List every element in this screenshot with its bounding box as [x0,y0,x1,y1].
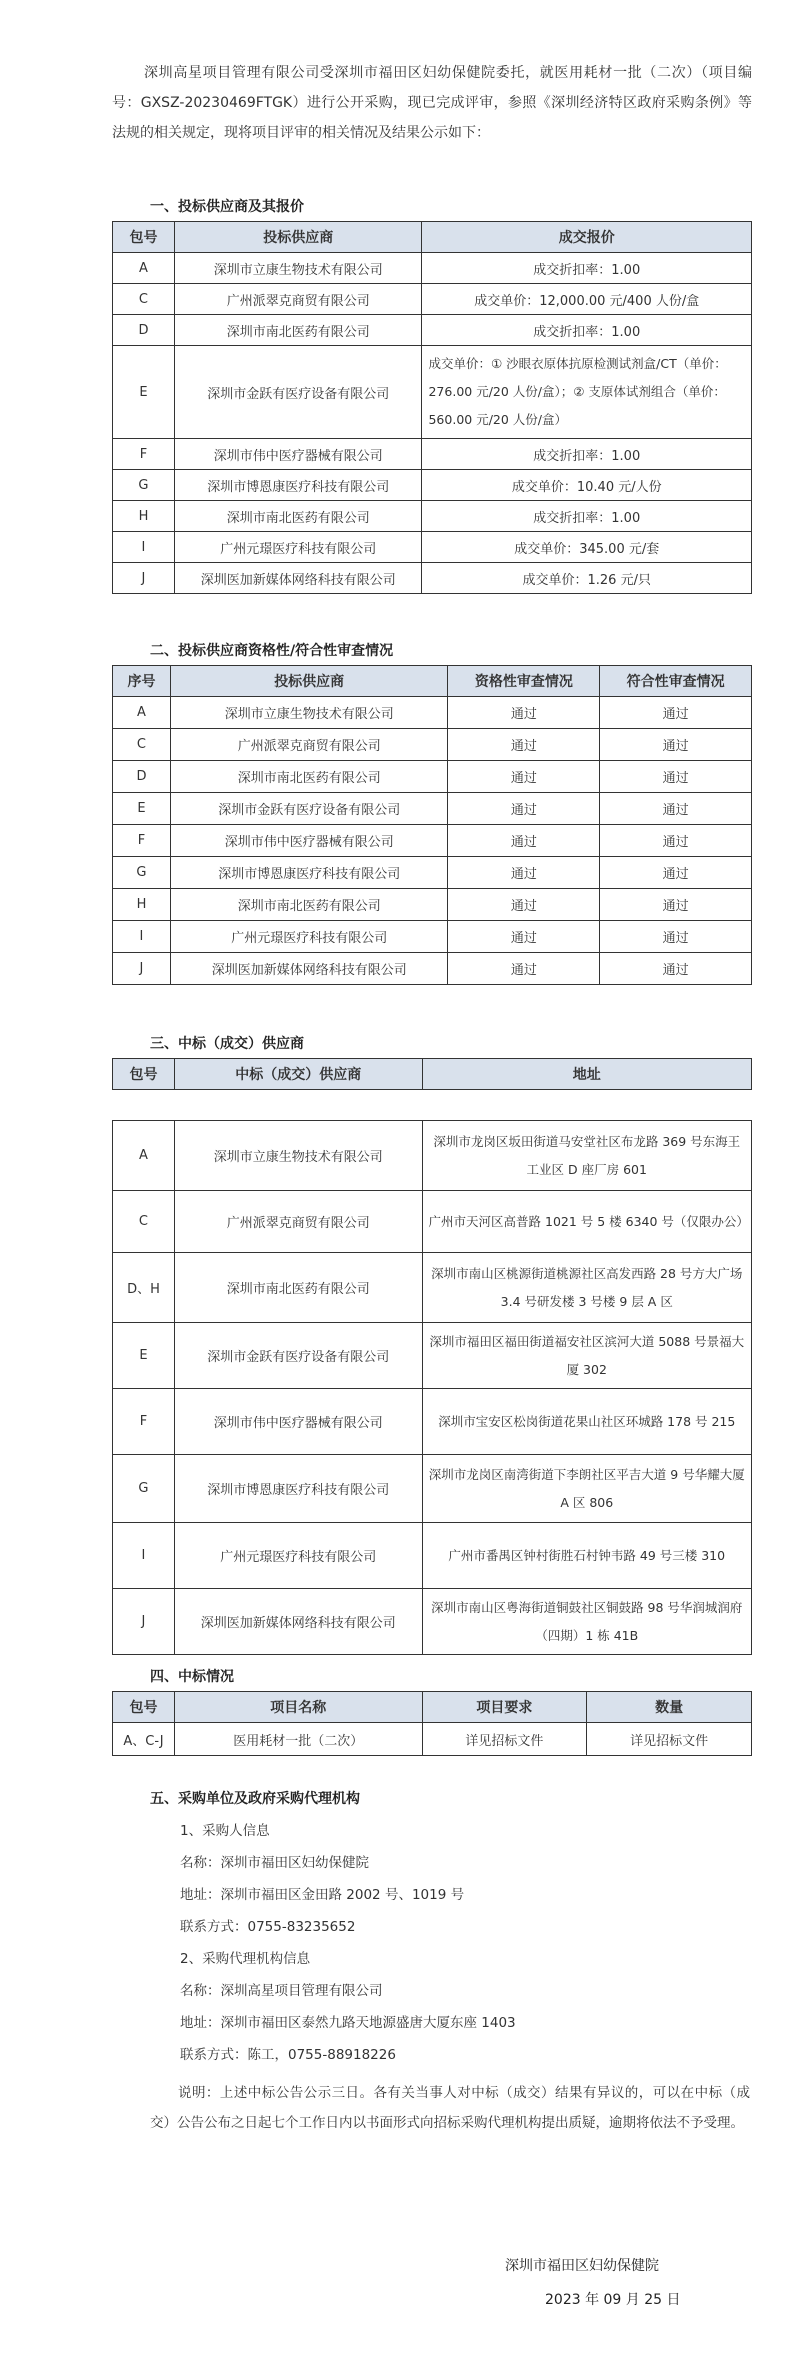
table-row [113,1253,752,1323]
table-row [113,470,752,501]
col-header-package: 包号 [113,1692,175,1723]
table-row [113,1523,752,1589]
cell-address: 深圳市龙岗区坂田街道马安堂社区布龙路 369 号东海王工业区 D 座厂房 601 [422,1121,751,1191]
cell-conformity: 通过 [600,793,752,825]
cell-supplier: 深圳市伟中医疗器械有限公司 [174,1389,422,1455]
cell-supplier: 广州派翠克商贸有限公司 [170,729,448,761]
cell-package: I [113,1523,175,1589]
col-header-package: 包号 [113,1059,175,1090]
table-row [113,315,752,346]
cell-supplier: 广州派翠克商贸有限公司 [174,1191,422,1253]
cell-package: G [113,470,175,501]
buyer-name: 名称：深圳市福田区妇幼保健院 [180,1855,369,1871]
cell-conformity: 通过 [600,889,752,921]
cell-number: D [113,761,171,793]
cell-address: 深圳市宝安区松岗街道花果山社区环城路 178 号 215 [422,1389,751,1455]
cell-number: G [113,857,171,889]
cell-qualification: 通过 [448,729,600,761]
table-row [113,1121,752,1191]
bid-price-table [112,221,752,594]
cell-package: A [113,253,175,284]
cell-supplier: 深圳市立康生物技术有限公司 [174,253,422,284]
table-row [113,825,752,857]
section-title-award: 四、中标情况 [150,1669,234,1685]
cell-qualification: 通过 [448,825,600,857]
cell-supplier: 深圳市立康生物技术有限公司 [174,1121,422,1191]
cell-number: I [113,921,171,953]
table-row [113,729,752,761]
cell-supplier: 广州元璟医疗科技有限公司 [174,532,422,563]
table-row [113,284,752,315]
cell-supplier: 广州元璟医疗科技有限公司 [174,1523,422,1589]
cell-number: C [113,729,171,761]
cell-supplier: 广州元璟医疗科技有限公司 [170,921,448,953]
table-row [113,921,752,953]
buyer-heading: 1、采购人信息 [180,1823,270,1839]
cell-supplier: 深圳市金跃有医疗设备有限公司 [170,793,448,825]
cell-supplier: 深圳市金跃有医疗设备有限公司 [174,1323,422,1389]
cell-number: H [113,889,171,921]
cell-package: E [113,346,175,439]
section-title-winners: 三、中标（成交）供应商 [150,1036,304,1052]
agent-heading: 2、采购代理机构信息 [180,1951,311,1967]
table-row [113,1455,752,1523]
agent-name: 名称：深圳高星项目管理有限公司 [180,1983,383,1999]
col-header-number: 序号 [113,666,171,697]
table-row [113,953,752,985]
cell-conformity: 通过 [600,857,752,889]
section-title-contacts: 五、采购单位及政府采购代理机构 [150,1791,360,1807]
buyer-phone: 联系方式：0755-83235652 [180,1919,356,1935]
cell-supplier: 深圳市博恩康医疗科技有限公司 [174,1455,422,1523]
table-row [113,793,752,825]
cell-qualification: 通过 [448,953,600,985]
cell-package: H [113,501,175,532]
cell-package: C [113,1191,175,1253]
cell-supplier: 深圳市南北医药有限公司 [170,761,448,793]
cell-package: I [113,532,175,563]
table-row [113,761,752,793]
table-header-row [113,222,752,253]
col-header-address: 地址 [422,1059,751,1090]
table-row [113,253,752,284]
cell-supplier: 深圳市南北医药有限公司 [174,1253,422,1323]
section-title-bids: 一、投标供应商及其报价 [150,199,304,215]
col-header-project-name: 项目名称 [174,1692,422,1723]
cell-supplier: 深圳市金跃有医疗设备有限公司 [174,346,422,439]
cell-package: F [113,439,175,470]
table-header-row [113,666,752,697]
cell-qualification: 通过 [448,857,600,889]
cell-quantity: 详见招标文件 [587,1723,752,1756]
table-row [113,1323,752,1389]
cell-address: 深圳市龙岗区南湾街道下李朗社区平吉大道 9 号华耀大厦 A 区 806 [422,1455,751,1523]
col-header-supplier: 投标供应商 [174,222,422,253]
cell-supplier: 深圳市立康生物技术有限公司 [170,697,448,729]
cell-price: 成交单价：① 沙眼衣原体抗原检测试剂盒/CT（单价：276.00 元/20 人份/盒）；② 支原体试剂组合（单价：560.00 元/20 人份/盒） [422,346,752,439]
cell-price: 成交单价：12,000.00 元/400 人份/盒 [422,284,752,315]
cell-address: 深圳市福田区福田街道福安社区滨河大道 5088 号景福大厦 302 [422,1323,751,1389]
cell-conformity: 通过 [600,921,752,953]
cell-supplier: 深圳市伟中医疗器械有限公司 [174,439,422,470]
cell-package: E [113,1323,175,1389]
table-row [113,857,752,889]
table-row [113,1723,752,1756]
table-row [113,532,752,563]
col-header-qualification: 资格性审查情况 [448,666,600,697]
agent-address: 地址：深圳市福田区泰然九路天地源盛唐大厦东座 1403 [180,2015,516,2031]
table-row [113,346,752,439]
winner-header-table [112,1058,752,1090]
col-header-package: 包号 [113,222,175,253]
cell-qualification: 通过 [448,793,600,825]
signature-org: 深圳市福田区妇幼保健院 [505,2258,659,2274]
cell-package: A [113,1121,175,1191]
table-header-row [113,1059,752,1090]
cell-conformity: 通过 [600,729,752,761]
intro-paragraph: 深圳高星项目管理有限公司受深圳市福田区妇幼保健院委托，就医用耗材一批（二次）（项目编号：GXSZ-20230469FTGK）进行公开采购，现已完成评审，参照《深圳经济特区政府采购条例》等法规的相关规定，现将项目评审的相关情况及结果公示如下： [112,65,752,141]
col-header-requirement: 项目要求 [422,1692,587,1723]
cell-price: 成交折扣率：1.00 [422,501,752,532]
cell-conformity: 通过 [600,697,752,729]
cell-qualification: 通过 [448,921,600,953]
cell-price: 成交折扣率：1.00 [422,439,752,470]
cell-address: 广州市天河区高普路 1021 号 5 楼 6340 号（仅限办公） [422,1191,751,1253]
cell-supplier: 深圳医加新媒体网络科技有限公司 [170,953,448,985]
cell-package: C [113,284,175,315]
award-table [112,1691,752,1756]
cell-package: J [113,563,175,594]
table-row [113,697,752,729]
cell-conformity: 通过 [600,825,752,857]
cell-project-name: 医用耗材一批（二次） [174,1723,422,1756]
cell-supplier: 广州派翠克商贸有限公司 [174,284,422,315]
table-header-row [113,1692,752,1723]
cell-price: 成交单价：10.40 元/人份 [422,470,752,501]
cell-qualification: 通过 [448,889,600,921]
cell-address: 深圳市南山区桃源街道桃源社区高发西路 28 号方大广场 3.4 号研发楼 3 号楼 9 层 A 区 [422,1253,751,1323]
agent-phone: 联系方式：陈工，0755-88918226 [180,2047,396,2063]
table-row [113,563,752,594]
cell-qualification: 通过 [448,761,600,793]
cell-package: J [113,1589,175,1655]
cell-package: G [113,1455,175,1523]
winner-table [112,1120,752,1655]
cell-supplier: 深圳市博恩康医疗科技有限公司 [174,470,422,501]
cell-address: 深圳市南山区粤海街道铜鼓社区铜鼓路 98 号华润城润府（四期）1 栋 41B [422,1589,751,1655]
cell-supplier: 深圳市南北医药有限公司 [170,889,448,921]
cell-price: 成交单价：1.26 元/只 [422,563,752,594]
cell-supplier: 深圳医加新媒体网络科技有限公司 [174,1589,422,1655]
cell-price: 成交折扣率：1.00 [422,253,752,284]
col-header-winner: 中标（成交）供应商 [174,1059,422,1090]
cell-number: A [113,697,171,729]
col-header-supplier: 投标供应商 [170,666,448,697]
cell-conformity: 通过 [600,953,752,985]
cell-qualification: 通过 [448,697,600,729]
buyer-address: 地址：深圳市福田区金田路 2002 号、1019 号 [180,1887,465,1903]
cell-package: D、H [113,1253,175,1323]
cell-supplier: 深圳市伟中医疗器械有限公司 [170,825,448,857]
signature-date: 2023 年 09 月 25 日 [545,2292,681,2308]
cell-conformity: 通过 [600,761,752,793]
table-row [113,1389,752,1455]
cell-price: 成交单价：345.00 元/套 [422,532,752,563]
cell-package: D [113,315,175,346]
cell-supplier: 深圳市南北医药有限公司 [174,501,422,532]
table-row [113,1191,752,1253]
review-table [112,665,752,985]
table-row [113,889,752,921]
cell-number: E [113,793,171,825]
section-title-review: 二、投标供应商资格性/符合性审查情况 [150,643,394,659]
cell-supplier: 深圳医加新媒体网络科技有限公司 [174,563,422,594]
cell-package: F [113,1389,175,1455]
cell-number: F [113,825,171,857]
cell-requirement: 详见招标文件 [422,1723,587,1756]
table-row [113,439,752,470]
cell-supplier: 深圳市博恩康医疗科技有限公司 [170,857,448,889]
table-row [113,501,752,532]
cell-number: J [113,953,171,985]
cell-address: 广州市番禺区钟村街胜石村钟韦路 49 号三楼 310 [422,1523,751,1589]
cell-package: A、C-J [113,1723,175,1756]
cell-price: 成交折扣率：1.00 [422,315,752,346]
table-row [113,1589,752,1655]
col-header-quantity: 数量 [587,1692,752,1723]
col-header-conformity: 符合性审查情况 [600,666,752,697]
cell-supplier: 深圳市南北医药有限公司 [174,315,422,346]
col-header-price: 成交报价 [422,222,752,253]
objection-notice: 说明：上述中标公告公示三日。各有关当事人对中标（成交）结果有异议的，可以在中标（成交）公告公布之日起七个工作日内以书面形式向招标采购代理机构提出质疑，逾期将依法不予受理。 [150,2085,750,2131]
